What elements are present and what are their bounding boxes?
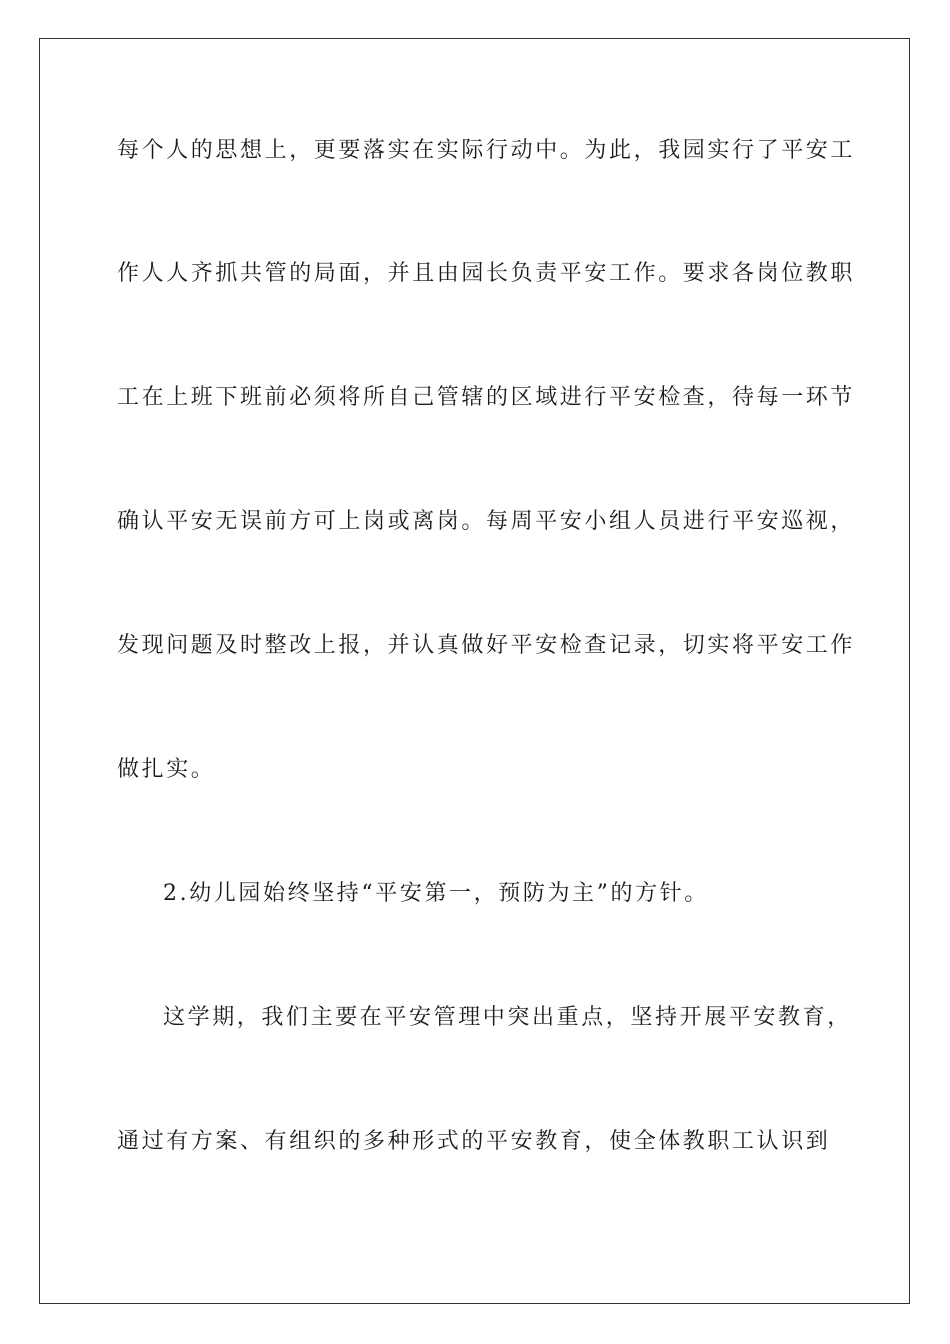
text-line: 确认平安无误前方可上岗或离岗。每周平安小组人员进行平安巡视，	[117, 509, 856, 534]
page-frame	[39, 38, 910, 1304]
paragraph-start: 这学期，我们主要在平安管理中突出重点，坚持开展平安教育，	[163, 1005, 852, 1030]
text-line: 发现问题及时整改上报，并认真做好平安检查记录，切实将平安工作	[117, 633, 856, 658]
text-line: 通过有方案、有组织的多种形式的平安教育，使全体教职工认识到	[117, 1129, 831, 1154]
text-line: 每个人的思想上，更要落实在实际行动中。为此，我园实行了平安工	[117, 138, 856, 163]
list-item-heading: 2.幼儿园始终坚持“平安第一，预防为主”的方针。	[163, 881, 709, 906]
text-line: 作人人齐抓共管的局面，并且由园长负责平安工作。要求各岗位教职	[117, 261, 856, 286]
text-line: 做扎实。	[117, 757, 216, 782]
text-line: 工在上班下班前必须将所自己管辖的区域进行平安检查，待每一环节	[117, 385, 856, 410]
